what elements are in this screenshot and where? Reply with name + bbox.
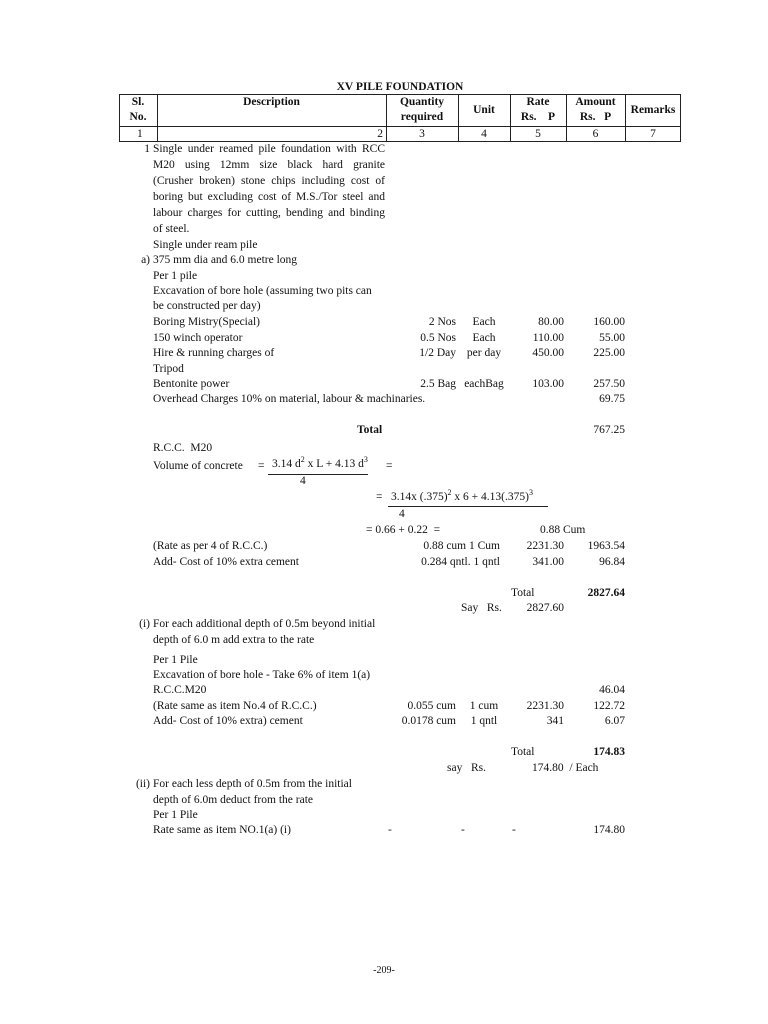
section-label: (ii) bbox=[135, 778, 150, 790]
per-pile-label: Per 1 Pile bbox=[153, 654, 198, 666]
row-amount: 160.00 bbox=[593, 316, 625, 328]
item-description-line: M20 using 12mm size black hard granite bbox=[153, 159, 385, 171]
header-unit: Unit bbox=[473, 104, 495, 116]
row-amount: 225.00 bbox=[593, 347, 625, 359]
calc-numerator: 3.14x $(.375)^2$ x $6 + 4.13(.375)^3$ bbox=[391, 488, 533, 503]
item-number: 1 bbox=[144, 143, 150, 155]
row-unit: per day bbox=[466, 347, 502, 359]
row-quantity: 1/2 Day bbox=[419, 347, 456, 359]
column-number: 2 bbox=[377, 128, 383, 140]
add-cement-amount: 6.07 bbox=[604, 715, 625, 727]
dash: - bbox=[461, 824, 465, 836]
column-number: 3 bbox=[419, 128, 425, 140]
row-description: 150 winch operator bbox=[153, 332, 243, 344]
column-number: 5 bbox=[535, 128, 541, 140]
formula-numerator: 3.14 $d^2$ x L + 4.13 $d^3$ bbox=[272, 455, 368, 470]
add-total-label: Total bbox=[511, 746, 535, 758]
add-cement-description: Add- Cost of 10% extra) cement bbox=[153, 715, 303, 727]
rcc-heading: R.C.C. M20 bbox=[153, 442, 213, 454]
row-unit: Each bbox=[472, 332, 496, 344]
column-number: 7 bbox=[650, 128, 656, 140]
add-say-amount: 174.80 / Each bbox=[532, 762, 599, 774]
overhead-amount: 69.75 bbox=[599, 393, 625, 405]
header-description: Description bbox=[243, 96, 300, 108]
add-say-label: say Rs. bbox=[447, 762, 486, 774]
item-description-line: of steel. bbox=[153, 223, 190, 235]
section-line: depth of 6.0m deduct from the rate bbox=[153, 794, 313, 806]
say-amount: 2827.60 bbox=[526, 602, 564, 614]
excavation-line: Excavation of bore hole (assuming two pits can bbox=[153, 285, 372, 297]
formula-denominator: 4 bbox=[300, 475, 306, 487]
add-rate-quantity: 0.055 cum bbox=[407, 700, 456, 712]
row-description: Tripod bbox=[153, 363, 184, 375]
cement-description: Add- Cost of 10% extra cement bbox=[153, 556, 299, 568]
say-label: Say Rs. bbox=[461, 602, 502, 614]
page-number: -209- bbox=[373, 965, 395, 976]
less-amount: 174.80 bbox=[593, 824, 625, 836]
add-rate-unit: 1 cum bbox=[469, 700, 499, 712]
header-rate-units: Rs. P bbox=[520, 111, 556, 123]
row-amount: 55.00 bbox=[599, 332, 625, 344]
section-line: For each less depth of 0.5m from the initial bbox=[153, 778, 352, 790]
column-number: 1 bbox=[137, 128, 143, 140]
dash: - bbox=[388, 824, 392, 836]
excavation-amount: 46.04 bbox=[599, 684, 625, 696]
rcc-total-amount: 2827.64 bbox=[587, 587, 625, 599]
row-description: Hire & running charges of bbox=[153, 347, 275, 359]
row-description: Bentonite power bbox=[153, 378, 230, 390]
rcc-rate-amount: 1963.54 bbox=[587, 540, 625, 552]
row-quantity: 0.5 Nos bbox=[420, 332, 456, 344]
overhead-description: Overhead Charges 10% on material, labour & machinaries. bbox=[153, 393, 426, 405]
row-unit: eachBag bbox=[464, 378, 504, 390]
less-rate-description: Rate same as item NO.1(a) (i) bbox=[153, 824, 291, 836]
add-rate-description: (Rate same as item No.4 of R.C.C.) bbox=[153, 700, 317, 712]
header-rate: Rate bbox=[526, 96, 550, 108]
row-unit: Each bbox=[472, 316, 496, 328]
header-quantity: Quantity bbox=[399, 96, 445, 108]
per-pile-label: Per 1 Pile bbox=[153, 809, 198, 821]
add-cement-quantity: 0.0178 cum bbox=[401, 715, 456, 727]
calc-denominator: 4 bbox=[399, 508, 405, 520]
row-description: Boring Mistry(Special) bbox=[153, 316, 260, 328]
item-a-label: a) bbox=[141, 254, 150, 266]
add-rate-rate: 2231.30 bbox=[526, 700, 564, 712]
row-rate: 450.00 bbox=[532, 347, 564, 359]
section-label: (i) bbox=[139, 618, 150, 630]
cement-quantity: 0.284 qntl. 1 qntl bbox=[421, 556, 500, 568]
fraction-bar bbox=[388, 506, 548, 507]
item-description-line: labour charges for cutting, bending and binding bbox=[153, 207, 385, 219]
row-amount: 257.50 bbox=[593, 378, 625, 390]
rcc-rate-description: (Rate as per 4 of R.C.C.) bbox=[153, 540, 268, 552]
header-required: required bbox=[400, 111, 444, 123]
total-amount: 767.25 bbox=[593, 424, 625, 436]
rcc-rate-quantity: 0.88 cum 1 Cum bbox=[423, 540, 500, 552]
excavation-line: be constructed per day) bbox=[153, 300, 261, 312]
rcc-total-label: Total bbox=[511, 587, 535, 599]
header-amount-units: Rs. P bbox=[579, 111, 612, 123]
fraction-bar bbox=[268, 474, 368, 475]
add-cement-unit: 1 qntl bbox=[470, 715, 498, 727]
per-pile-label: Per 1 pile bbox=[153, 270, 198, 282]
row-quantity: 2 Nos bbox=[428, 316, 456, 328]
item-sub-heading: Single under ream pile bbox=[153, 239, 258, 251]
add-total-amount: 174.83 bbox=[593, 746, 625, 758]
equals-sign: = bbox=[386, 460, 393, 472]
cement-amount: 96.84 bbox=[599, 556, 625, 568]
total-label: Total bbox=[357, 424, 383, 436]
add-rate-amount: 122.72 bbox=[593, 700, 625, 712]
dash: - bbox=[512, 824, 516, 836]
sum-result: 0.88 Cum bbox=[540, 524, 586, 536]
rcc-label: R.C.C.M20 bbox=[153, 684, 207, 696]
rcc-rate-rate: 2231.30 bbox=[526, 540, 564, 552]
row-rate: 110.00 bbox=[532, 332, 564, 344]
volume-label: Volume of concrete bbox=[153, 460, 243, 472]
header-sl: Sl. bbox=[131, 96, 145, 108]
header-amount: Amount bbox=[575, 96, 616, 108]
row-rate: 80.00 bbox=[538, 316, 564, 328]
header-no: No. bbox=[129, 111, 147, 123]
column-number: 6 bbox=[592, 128, 599, 140]
equals-sign: = bbox=[376, 491, 383, 503]
add-cement-rate: 341 bbox=[546, 715, 564, 727]
item-description-line: (Crusher broken) stone chips including cost of bbox=[153, 175, 385, 187]
page-title: XV PILE FOUNDATION bbox=[336, 81, 464, 93]
equals-sign: = bbox=[258, 460, 265, 472]
section-line: depth of 6.0 m add extra to the rate bbox=[153, 634, 315, 646]
item-description-line: boring but excluding cost of M.S./Tor steel and bbox=[153, 191, 385, 203]
header-remarks: Remarks bbox=[630, 104, 676, 116]
item-description-line: Single under reamed pile foundation with RCC bbox=[153, 143, 385, 155]
item-a-text: 375 mm dia and 6.0 metre long bbox=[153, 254, 298, 266]
excavation-line: Excavation of bore hole - Take 6% of item 1(a) bbox=[153, 669, 371, 681]
column-number: 4 bbox=[481, 128, 487, 140]
sum-line: = 0.66 + 0.22 = bbox=[366, 524, 441, 536]
cement-rate: 341.00 bbox=[532, 556, 564, 568]
row-rate: 103.00 bbox=[532, 378, 564, 390]
row-quantity: 2.5 Bag bbox=[420, 378, 456, 390]
section-line: For each additional depth of 0.5m beyond initial bbox=[153, 618, 376, 630]
